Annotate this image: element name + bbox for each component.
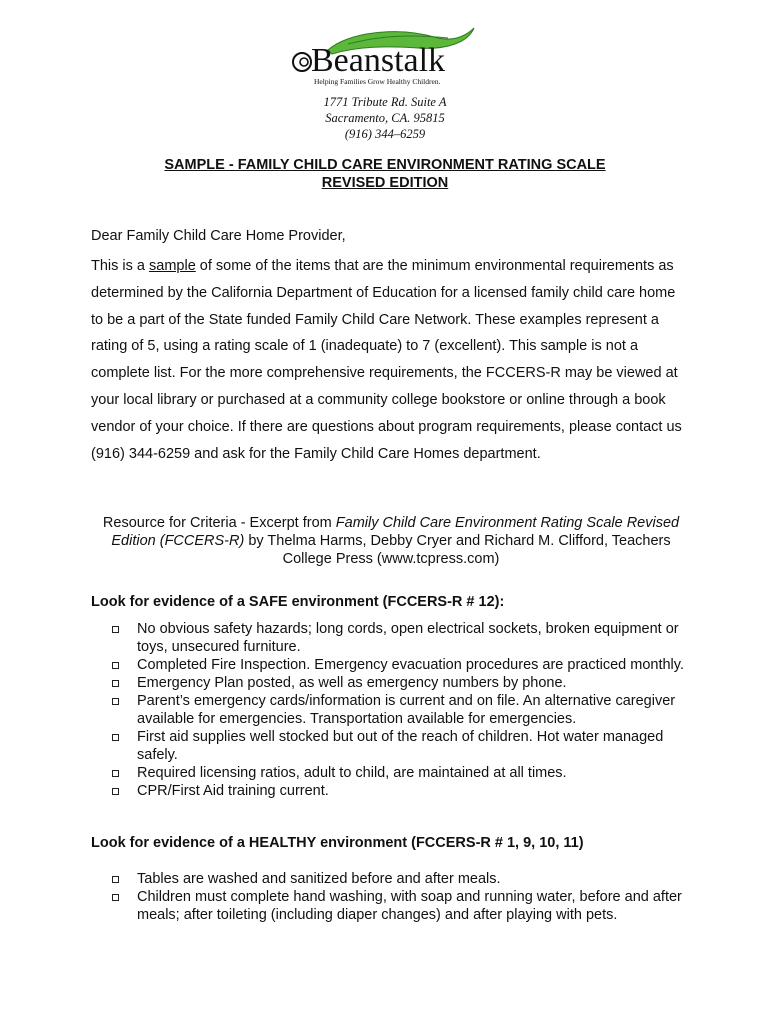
list-item-text: Tables are washed and sanitized before and after meals. — [137, 871, 501, 887]
beanstalk-logo — [288, 24, 478, 88]
list-item-text: Completed Fire Inspection. Emergency evacuation procedures are practiced monthly. — [137, 657, 684, 673]
list-item — [110, 692, 690, 728]
address-phone: (916) 344–6259 — [344, 127, 426, 141]
list-item-text: Children must complete hand washing, with soap and running water, before and after meals; after toileting (including diaper changes) and after playing with pets. — [137, 889, 682, 923]
list-item-text: Required licensing ratios, adult to child, are maintained at all times. — [137, 765, 567, 781]
list-item — [110, 870, 690, 888]
salutation: Dear Family Child Care Home Provider, — [91, 228, 346, 244]
logo-wordmark: Beanstalk — [311, 42, 446, 79]
title-line-2: REVISED EDITION — [321, 175, 449, 191]
checkbox-bullet-icon — [112, 662, 119, 669]
checkbox-bullet-icon — [112, 894, 119, 901]
resource-citation — [91, 514, 691, 568]
list-item-text: Parent’s emergency cards/information is current and on file. An alternative caregiver available for emergencies. Transportation available for emergencies. — [137, 693, 676, 727]
list-item — [110, 782, 690, 800]
address-line: 1771 Tribute Rd. Suite A — [323, 95, 447, 109]
safe-section-heading: Look for evidence of a SAFE environment (FCCERS-R # 12): — [91, 594, 505, 610]
intro-paragraph — [91, 253, 686, 467]
checkbox-bullet-icon — [112, 876, 119, 883]
intro-text: of some of the items that are the minimum environmental requirements as determined by the California Department of Education for a licensed family child care home to be a part of the State funded Family Child Care Network. These examples represent a rating of 5, using a rating scale of 1 (inadequate) to 7 (excellent). This sample is not a complete list. For the more comprehensive requirements, the FCCERS-R may be viewed at your local library or purchased at a community college bookstore or online through a book vendor of your choice. If there are questions about program requirements, please contact us (916) 344-6259 and ask for the Family Child Care Homes department. — [91, 258, 682, 462]
intro-underlined-word: sample — [149, 258, 196, 274]
list-item — [110, 674, 690, 692]
resource-suffix: by Thelma Harms, Debby Cryer and Richard M. Clifford, Teachers College Press (www.tcpress.com) — [244, 533, 671, 567]
list-item — [110, 620, 690, 656]
list-item-text: No obvious safety hazards; long cords, open electrical sockets, broken equipment or toys, unsecured furniture. — [137, 621, 679, 655]
resource-title: Family Child Care Environment Rating Scale Revised Edition (FCCERS-R) — [111, 515, 680, 549]
document-title — [0, 156, 770, 192]
checkbox-bullet-icon — [112, 680, 119, 687]
checkbox-bullet-icon — [112, 770, 119, 777]
list-item — [110, 728, 690, 764]
checkbox-bullet-icon — [112, 626, 119, 633]
address-block — [0, 94, 770, 142]
list-item — [110, 656, 690, 674]
list-item-text: First aid supplies well stocked but out of the reach of children. Hot water managed safely. — [137, 729, 664, 763]
checkbox-bullet-icon — [112, 698, 119, 705]
healthy-section-heading: Look for evidence of a HEALTHY environment (FCCERS-R # 1, 9, 10, 11) — [91, 835, 584, 851]
title-line-1: SAMPLE - FAMILY CHILD CARE ENVIRONMENT RATING SCALE — [164, 157, 606, 173]
address-line: Sacramento, CA. 95815 — [325, 111, 445, 125]
safe-checklist — [110, 620, 690, 800]
intro-text: This is a — [91, 258, 150, 274]
list-item-text: Emergency Plan posted, as well as emergency numbers by phone. — [137, 675, 567, 691]
checkbox-bullet-icon — [112, 788, 119, 795]
list-item — [110, 888, 690, 924]
list-item — [110, 764, 690, 782]
checkbox-bullet-icon — [112, 734, 119, 741]
healthy-checklist — [110, 870, 690, 924]
list-item-text: CPR/First Aid training current. — [137, 783, 329, 799]
resource-prefix: Resource for Criteria - Excerpt from — [102, 515, 336, 531]
logo-tagline: Helping Families Grow Healthy Children. — [314, 77, 441, 86]
